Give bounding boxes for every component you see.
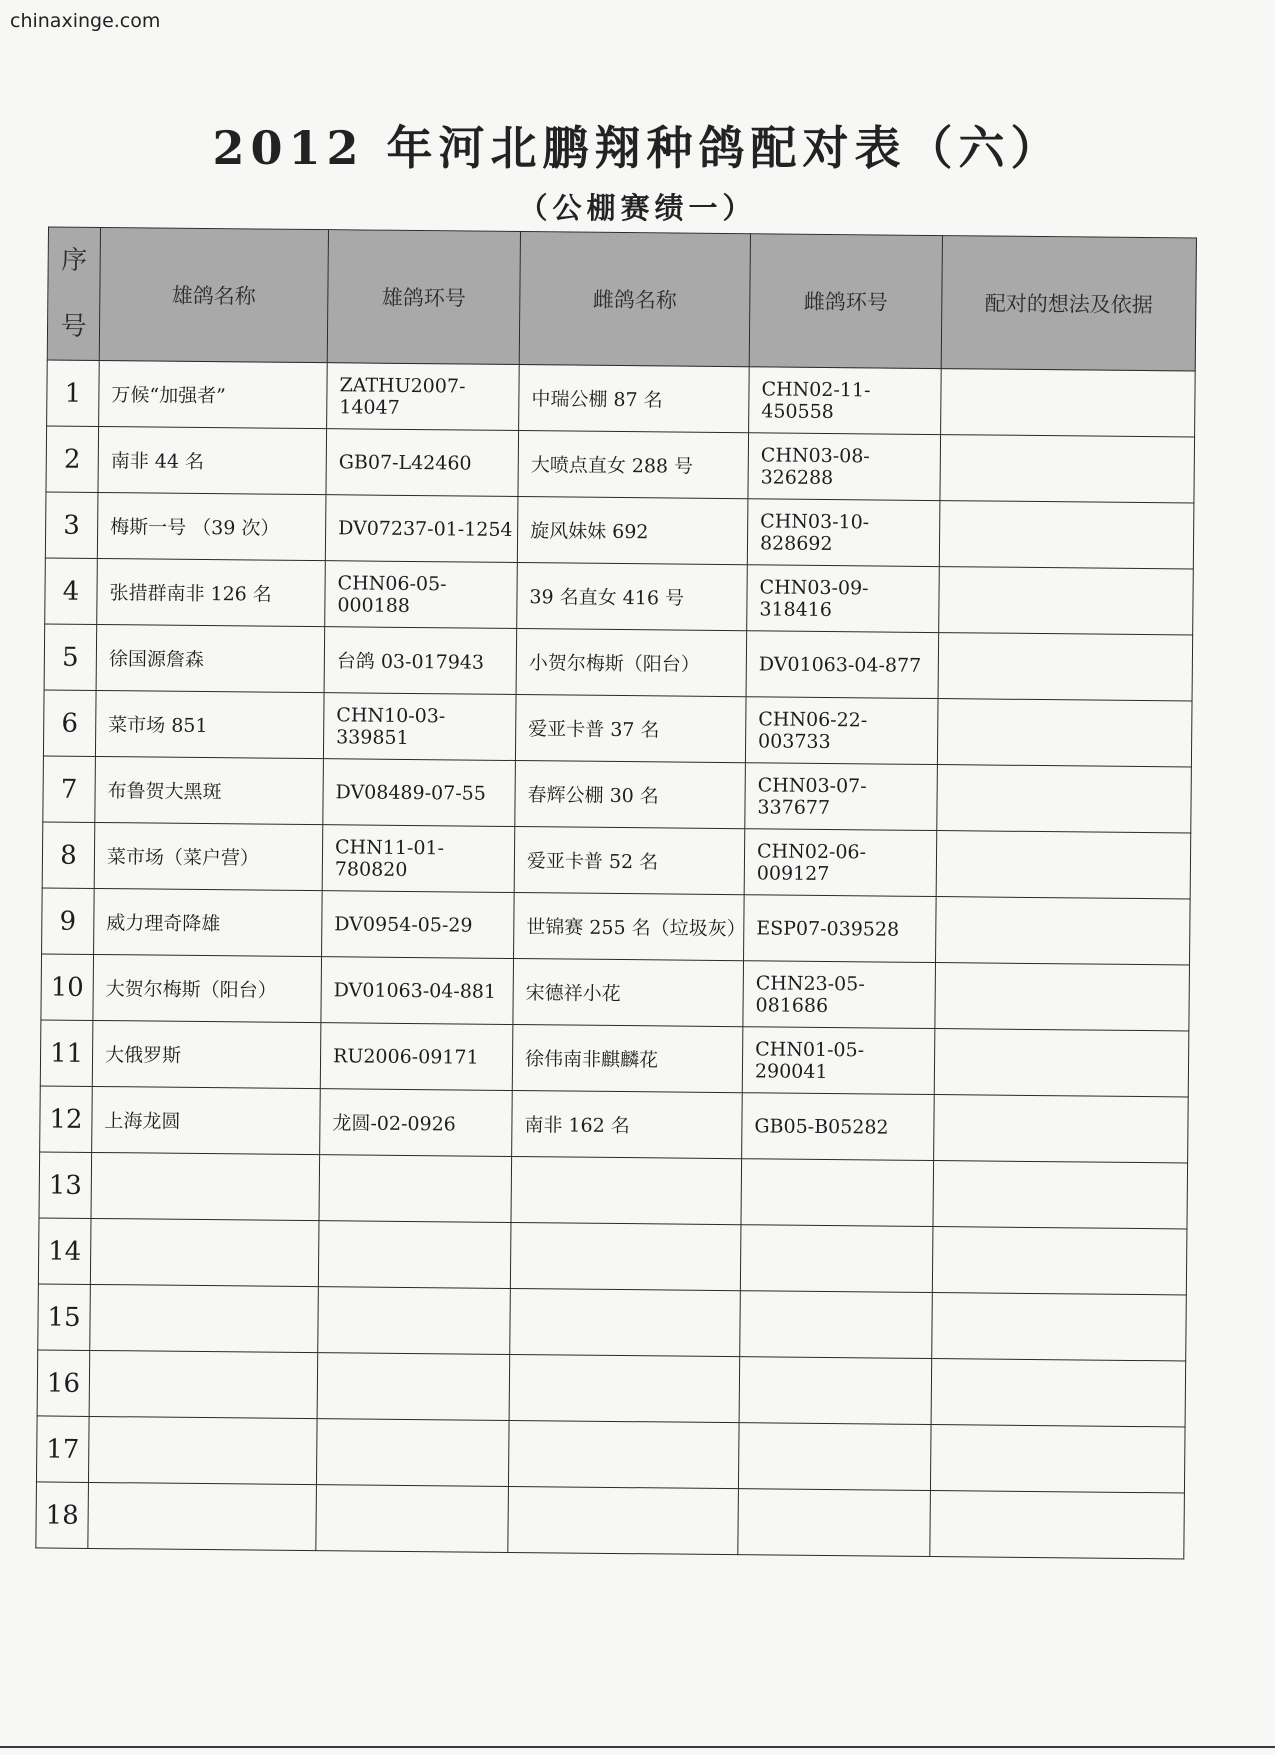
female-name-cell: 大喷点直女 288 号 — [518, 431, 749, 499]
female-ring-cell: ESP07-039528 — [744, 895, 937, 963]
header-row — [47, 227, 1196, 371]
male-name-cell: 大贺尔梅斯（阳台） — [93, 954, 322, 1022]
row-number: 6 — [43, 690, 96, 756]
header-female-name: 雌鸽名称 — [519, 232, 750, 367]
female-name-cell — [511, 1156, 742, 1224]
table-row — [40, 1020, 1189, 1097]
male-name-cell: 万候“加强者” — [99, 360, 328, 428]
female-ring-cell: CHN03-07-337677 — [745, 763, 938, 831]
female-name-cell — [510, 1222, 741, 1290]
male-ring-cell: DV0954-05-29 — [322, 891, 515, 959]
row-number: 4 — [45, 558, 98, 624]
female-ring-cell: DV01063-04-877 — [746, 631, 939, 699]
row-number: 18 — [36, 1482, 89, 1548]
female-ring-cell — [740, 1225, 933, 1293]
female-name-cell: 爱亚卡普 37 名 — [515, 695, 746, 763]
table-row — [36, 1416, 1185, 1493]
female-name-cell: 世锦赛 255 名（垃圾灰） — [514, 892, 745, 960]
header-male-name: 雄鸽名称 — [99, 227, 328, 362]
table-row — [45, 492, 1194, 569]
row-number: 9 — [42, 888, 95, 954]
table-row — [40, 1086, 1189, 1163]
table-row — [44, 624, 1193, 701]
row-number: 8 — [42, 822, 95, 888]
male-name-cell: 威力理奇降雄 — [94, 888, 323, 956]
female-ring-cell: CHN23-05-081686 — [743, 961, 936, 1029]
female-name-cell: 中瑞公棚 87 名 — [519, 365, 750, 433]
row-number: 12 — [40, 1086, 93, 1152]
idea-cell — [938, 633, 1193, 701]
female-ring-cell: CHN03-08-326288 — [748, 433, 941, 501]
male-ring-cell: GB07-L42460 — [326, 429, 519, 497]
male-ring-cell — [317, 1353, 510, 1421]
male-name-cell — [88, 1482, 317, 1550]
row-number: 15 — [38, 1284, 91, 1350]
idea-cell — [937, 765, 1192, 833]
male-name-cell: 大俄罗斯 — [92, 1020, 321, 1088]
female-ring-cell: GB05-B05282 — [742, 1093, 935, 1161]
table-row — [42, 822, 1191, 899]
male-ring-cell — [319, 1155, 512, 1223]
table-row — [45, 558, 1194, 635]
row-number: 2 — [46, 426, 99, 492]
pairing-sheet — [35, 226, 1196, 1559]
idea-cell — [941, 369, 1196, 437]
female-name-cell: 爱亚卡普 52 名 — [514, 826, 745, 894]
female-ring-cell: CHN02-06-009127 — [744, 829, 937, 897]
idea-cell — [930, 1491, 1185, 1559]
male-name-cell: 梅斯一号 （39 次） — [97, 492, 326, 560]
male-name-cell: 菜市场 851 — [95, 690, 324, 758]
idea-cell — [939, 567, 1194, 635]
male-ring-cell — [316, 1419, 509, 1487]
female-ring-cell — [738, 1489, 931, 1557]
row-number: 13 — [39, 1152, 92, 1218]
row-number: 14 — [38, 1218, 91, 1284]
male-ring-cell: CHN06-05-000188 — [325, 561, 518, 629]
female-ring-cell — [741, 1159, 934, 1227]
row-number: 16 — [37, 1350, 90, 1416]
male-ring-cell: DV07237-01-1254 — [325, 495, 518, 563]
table-row — [43, 756, 1192, 833]
idea-cell — [932, 1293, 1187, 1361]
table-row — [41, 954, 1190, 1031]
idea-cell — [934, 1029, 1189, 1097]
table-row — [39, 1152, 1188, 1229]
female-name-cell: 宋德祥小花 — [513, 958, 744, 1026]
table-row — [38, 1284, 1187, 1361]
page-edge-line — [0, 1746, 1275, 1748]
idea-cell — [937, 699, 1192, 767]
row-number: 17 — [36, 1416, 89, 1482]
male-ring-cell: ZATHU2007-14047 — [327, 363, 520, 431]
female-ring-cell: CHN03-09-318416 — [747, 565, 940, 633]
idea-cell — [936, 897, 1191, 965]
pairing-table — [35, 226, 1197, 1559]
male-ring-cell — [318, 1287, 511, 1355]
female-name-cell: 旋风妹妹 692 — [517, 497, 748, 565]
table-row — [46, 426, 1195, 503]
male-name-cell — [91, 1152, 320, 1220]
idea-cell — [934, 1095, 1189, 1163]
male-ring-cell: 龙圆-02-0926 — [320, 1089, 513, 1157]
male-name-cell — [90, 1218, 319, 1286]
female-ring-cell: CHN01-05-290041 — [742, 1027, 935, 1095]
header-seq-bottom: 号 — [60, 311, 87, 342]
table-row — [38, 1218, 1187, 1295]
female-name-cell: 春辉公棚 30 名 — [515, 761, 746, 829]
female-ring-cell: CHN02-11-450558 — [749, 367, 942, 435]
female-name-cell: 39 名直女 416 号 — [517, 563, 748, 631]
female-ring-cell — [739, 1357, 932, 1425]
table-row — [43, 690, 1192, 767]
table-header — [47, 227, 1196, 371]
male-name-cell: 张措群南非 126 名 — [97, 558, 326, 626]
female-ring-cell: CHN06-22-003733 — [745, 697, 938, 765]
header-idea: 配对的想法及依据 — [941, 236, 1196, 371]
idea-cell — [933, 1161, 1188, 1229]
female-name-cell: 徐伟南非麒麟花 — [512, 1024, 743, 1092]
table-row — [47, 360, 1196, 437]
table-row — [36, 1482, 1185, 1559]
idea-cell — [930, 1425, 1185, 1493]
male-name-cell: 菜市场（菜户营） — [94, 822, 323, 890]
header-male-ring: 雄鸽环号 — [327, 230, 520, 365]
male-ring-cell: RU2006-09171 — [320, 1023, 513, 1091]
row-number: 11 — [40, 1020, 93, 1086]
idea-cell — [935, 963, 1190, 1031]
site-watermark: chinaxinge.com — [10, 10, 161, 32]
male-ring-cell — [316, 1485, 509, 1553]
row-number: 10 — [41, 954, 94, 1020]
header-female-ring: 雌鸽环号 — [749, 234, 942, 369]
idea-cell — [939, 501, 1194, 569]
table-body — [36, 360, 1195, 1559]
page-title: 2012 年河北鹏翔种鸽配对表（六） — [212, 121, 1063, 175]
male-name-cell: 徐国源詹森 — [96, 624, 325, 692]
idea-cell — [940, 435, 1195, 503]
row-number: 3 — [45, 492, 98, 558]
female-name-cell — [510, 1288, 741, 1356]
idea-cell — [932, 1227, 1187, 1295]
male-ring-cell: 台鸽 03-017943 — [324, 627, 517, 695]
female-ring-cell — [738, 1423, 931, 1491]
male-ring-cell: DV01063-04-881 — [321, 957, 514, 1025]
header-seq — [47, 227, 100, 360]
table-row — [42, 888, 1191, 965]
male-name-cell — [90, 1284, 319, 1352]
female-name-cell — [508, 1486, 739, 1554]
female-ring-cell — [740, 1291, 933, 1359]
male-name-cell: 布鲁贺大黑斑 — [95, 756, 324, 824]
male-ring-cell: CHN11-01-780820 — [322, 825, 515, 893]
female-name-cell: 南非 162 名 — [512, 1090, 743, 1158]
row-number: 7 — [43, 756, 96, 822]
female-name-cell — [509, 1354, 740, 1422]
male-name-cell — [88, 1416, 317, 1484]
idea-cell — [936, 831, 1191, 899]
male-name-cell — [89, 1350, 318, 1418]
male-name-cell: 上海龙圆 — [92, 1086, 321, 1154]
row-number: 5 — [44, 624, 97, 690]
female-ring-cell: CHN03-10-828692 — [747, 499, 940, 567]
page-subtitle: （公棚赛绩一） — [518, 191, 757, 225]
male-ring-cell: CHN10-03-339851 — [323, 693, 516, 761]
female-name-cell: 小贺尔梅斯（阳台） — [516, 629, 747, 697]
row-number: 1 — [47, 360, 100, 426]
female-name-cell — [508, 1420, 739, 1488]
male-ring-cell — [318, 1221, 511, 1289]
male-name-cell: 南非 44 名 — [98, 426, 327, 494]
table-row — [37, 1350, 1186, 1427]
idea-cell — [931, 1359, 1186, 1427]
male-ring-cell: DV08489-07-55 — [323, 759, 516, 827]
header-seq-top: 序 — [61, 245, 88, 276]
